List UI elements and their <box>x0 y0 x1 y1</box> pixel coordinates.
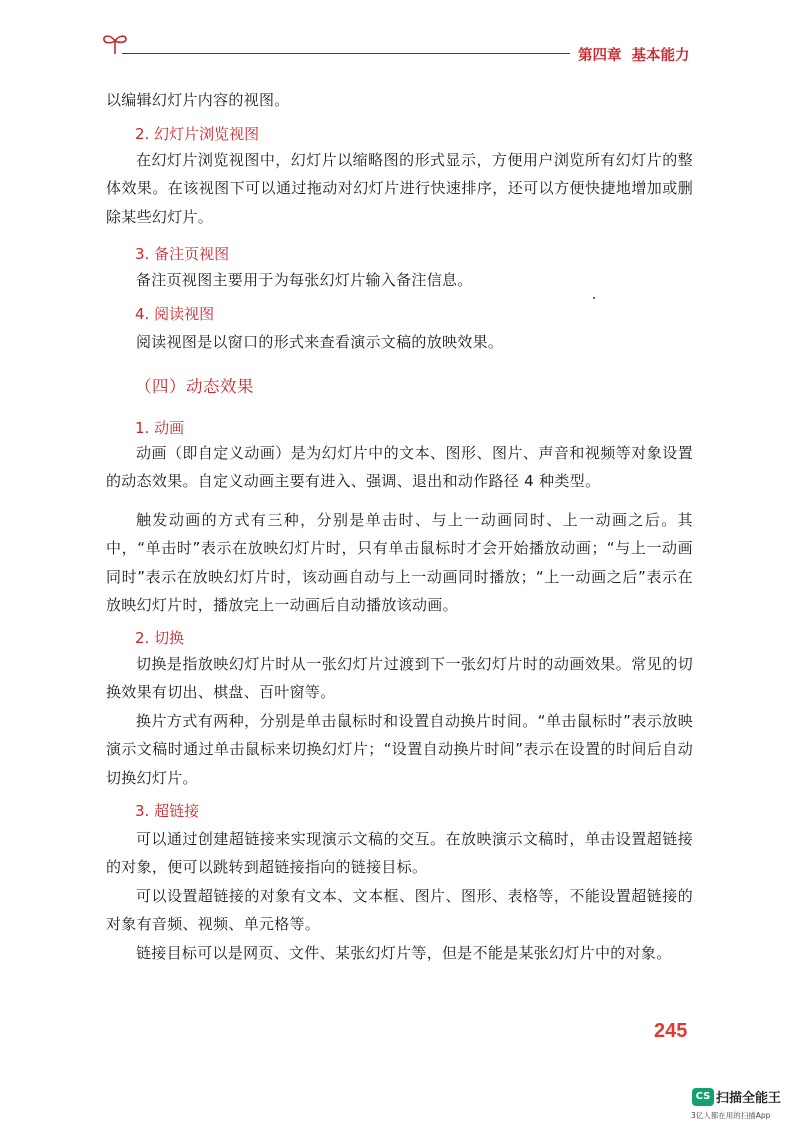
paragraph: 切换是指放映幻灯片时从一张幻灯片过渡到下一张幻灯片时的动画效果。常见的切换效果有切出、棋盘、百叶窗等。 <box>106 655 693 702</box>
heading-reading-view: 4. 阅读视图 <box>135 305 215 323</box>
header-rule <box>122 53 570 54</box>
watermark-app-name: 扫描全能王 <box>716 1091 782 1106</box>
heading-hyperlink: 3. 超链接 <box>135 802 200 820</box>
paragraph: 备注页视图主要用于为每张幻灯片输入备注信息。 <box>136 271 473 289</box>
paragraph: 阅读视图是以窗口的形式来查看演示文稿的放映效果。 <box>136 333 504 351</box>
heading-slide-sorter-view: 2. 幻灯片浏览视图 <box>135 125 260 143</box>
paragraph: 在幻灯片浏览视图中，幻灯片以缩略图的形式显示，方便用户浏览所有幻灯片的整体效果。在该视图下可以通过拖动对幻灯片进行快速排序，还可以方便快捷地增加或删除某些幻灯片。 <box>106 151 693 226</box>
paragraph: 可以设置超链接的对象有文本、文本框、图片、图形、表格等，不能设置超链接的对象有音频、视频、单元格等。 <box>106 887 693 934</box>
scan-speck <box>593 297 595 299</box>
watermark-tagline: 3亿人都在用的扫描App <box>691 1111 771 1120</box>
chapter-title: 基本能力 <box>631 48 690 64</box>
heading-dynamic-effects: （四）动态效果 <box>135 377 254 396</box>
paragraph: 换片方式有两种，分别是单击鼠标时和设置自动换片时间。“单击鼠标时”表示放映演示文稿时通过单击鼠标来切换幻灯片；“设置自动换片时间”表示在设置的时间后自动切换幻灯片。 <box>106 712 693 787</box>
paragraph: 可以通过创建超链接来实现演示文稿的交互。在放映演示文稿时，单击设置超链接的对象，便可以跳转到超链接指向的链接目标。 <box>106 830 693 877</box>
chapter-header <box>578 44 690 65</box>
paragraph: 触发动画的方式有三种，分别是单击时、与上一动画同时、上一动画之后。其中，“单击时”表示在放映幻灯片时，只有单击鼠标时才会开始播放动画；“与上一动画同时”表示在放映幻灯片时，该动画自动与上一动画同时播放；“上一动画之后”表示在放映幻灯片时，播放完上一动画后自动播放该动画。 <box>106 511 693 614</box>
chapter-number: 第四章 <box>578 48 622 64</box>
camscanner-logo-icon: CS <box>692 1088 714 1106</box>
paragraph: 以编辑幻灯片内容的视图。 <box>106 91 290 109</box>
heading-animation: 1. 动画 <box>135 419 185 437</box>
paragraph: 动画（即自定义动画）是为幻灯片中的文本、图形、图片、声音和视频等对象设置的动态效果。自定义动画主要有进入、强调、退出和动作路径 4 种类型。 <box>106 444 693 491</box>
paragraph: 链接目标可以是网页、文件、某张幻灯片等，但是不能是某张幻灯片中的对象。 <box>136 944 672 962</box>
heading-notes-page-view: 3. 备注页视图 <box>135 245 230 263</box>
heading-transition: 2. 切换 <box>135 629 185 647</box>
page-number: 245 <box>654 1020 688 1042</box>
